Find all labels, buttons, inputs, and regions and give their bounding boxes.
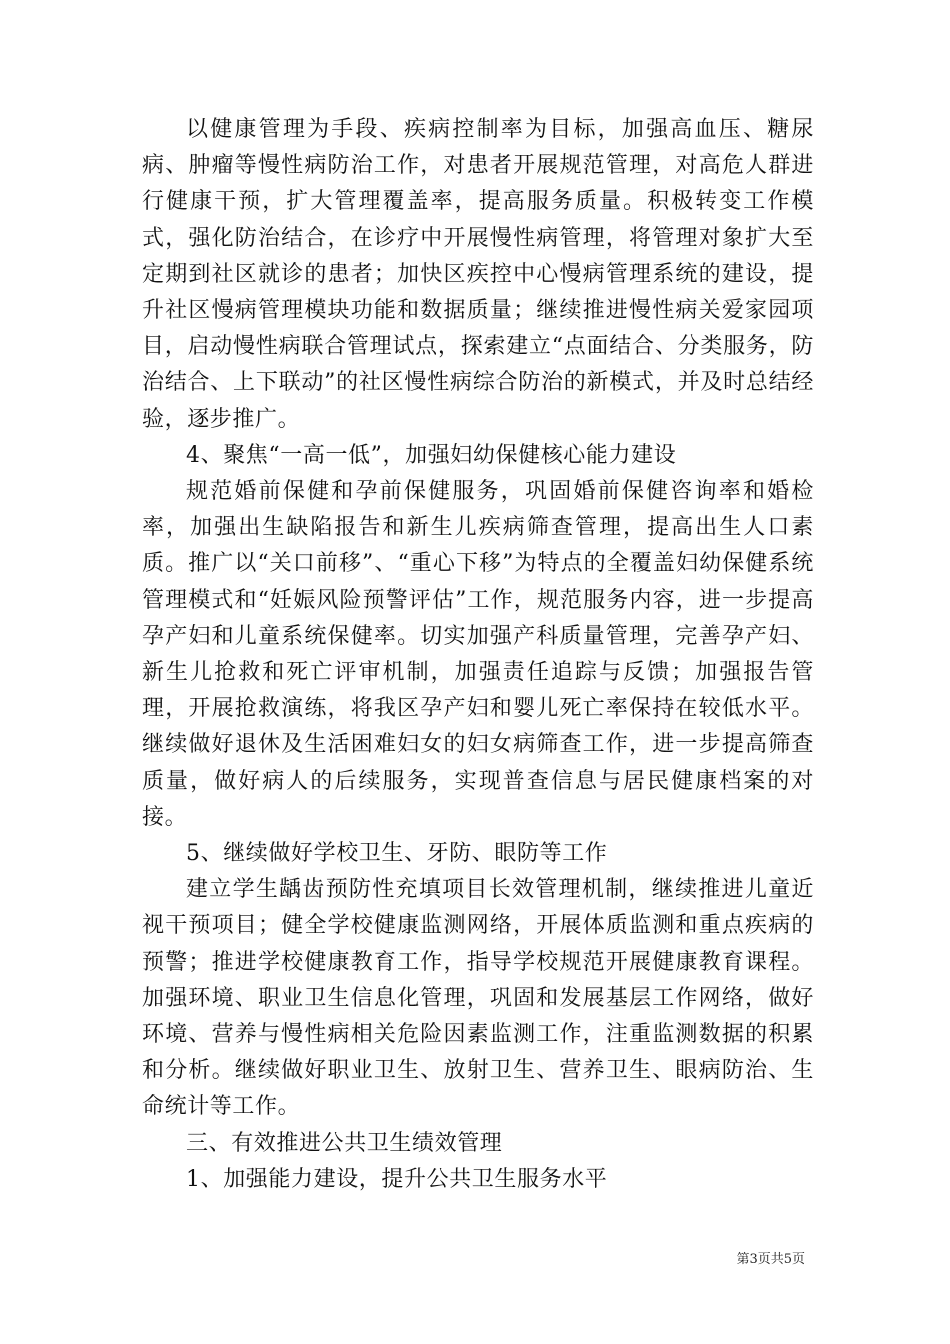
page-number: 第3页共5页 xyxy=(736,1252,805,1267)
heading-performance-management: 三、有效推进公共卫生绩效管理 xyxy=(186,1130,503,1156)
heading-maternal-child-health: 4、聚焦“一高一低”，加强妇幼保健核心能力建设 xyxy=(186,442,677,468)
document-body xyxy=(142,112,814,1198)
heading-capacity-building: 1、加强能力建设，提升公共卫生服务水平 xyxy=(186,1166,608,1192)
paragraph-school-health: 建立学生龋齿预防性充填项目长效管理机制，继续推进儿童近视干预项目；健全学校健康监测网络，开展体质监测和重点疾病的预警；推进学校健康教育工作，指导学校规范开展健康教育课程。加强环境、职业卫生信息化管理，巩固和发展基层工作网络，做好环境、营养与慢性病相关危险因素监测工作，注重监测数据的积累和分析。继续做好职业卫生、放射卫生、营养卫生、眼病防治、生命统计等工作。 xyxy=(142,877,814,1120)
heading-school-health: 5、继续做好学校卫生、牙防、眼防等工作 xyxy=(186,841,608,867)
paragraph-chronic-disease: 以健康管理为手段、疾病控制率为目标，加强高血压、糖尿病、肿瘤等慢性病防治工作，对患者开展规范管理，对高危人群进行健康干预，扩大管理覆盖率，提高服务质量。积极转变工作模式，强化防治结合，在诊疗中开展慢性病管理，将管理对象扩大至定期到社区就诊的患者；加快区疾控中心慢病管理系统的建设，提升社区慢病管理模块功能和数据质量；继续推进慢性病关爱家园项目，启动慢性病联合管理试点，探索建立“点面结合、分类服务，防治结合、上下联动”的社区慢性病综合防治的新模式，并及时总结经验，逐步推广。 xyxy=(142,117,814,432)
paragraph-maternal-child-health: 规范婚前保健和孕前保健服务，巩固婚前保健咨询率和婚检率，加强出生缺陷报告和新生儿疾病筛查管理，提高出生人口素质。推广以“关口前移”、“重心下移”为特点的全覆盖妇幼保健系统管理模式和“妊娠风险预警评估”工作，规范服务内容，进一步提高孕产妇和儿童系统保健率。切实加强产科质量管理，完善孕产妇、新生儿抢救和死亡评审机制，加强责任追踪与反馈；加强报告管理，开展抢救演练，将我区孕产妇和婴儿死亡率保持在较低水平。继续做好退休及生活困难妇女的妇女病筛查工作，进一步提高筛查质量，做好病人的后续服务，实现普查信息与居民健康档案的对接。 xyxy=(142,479,814,830)
